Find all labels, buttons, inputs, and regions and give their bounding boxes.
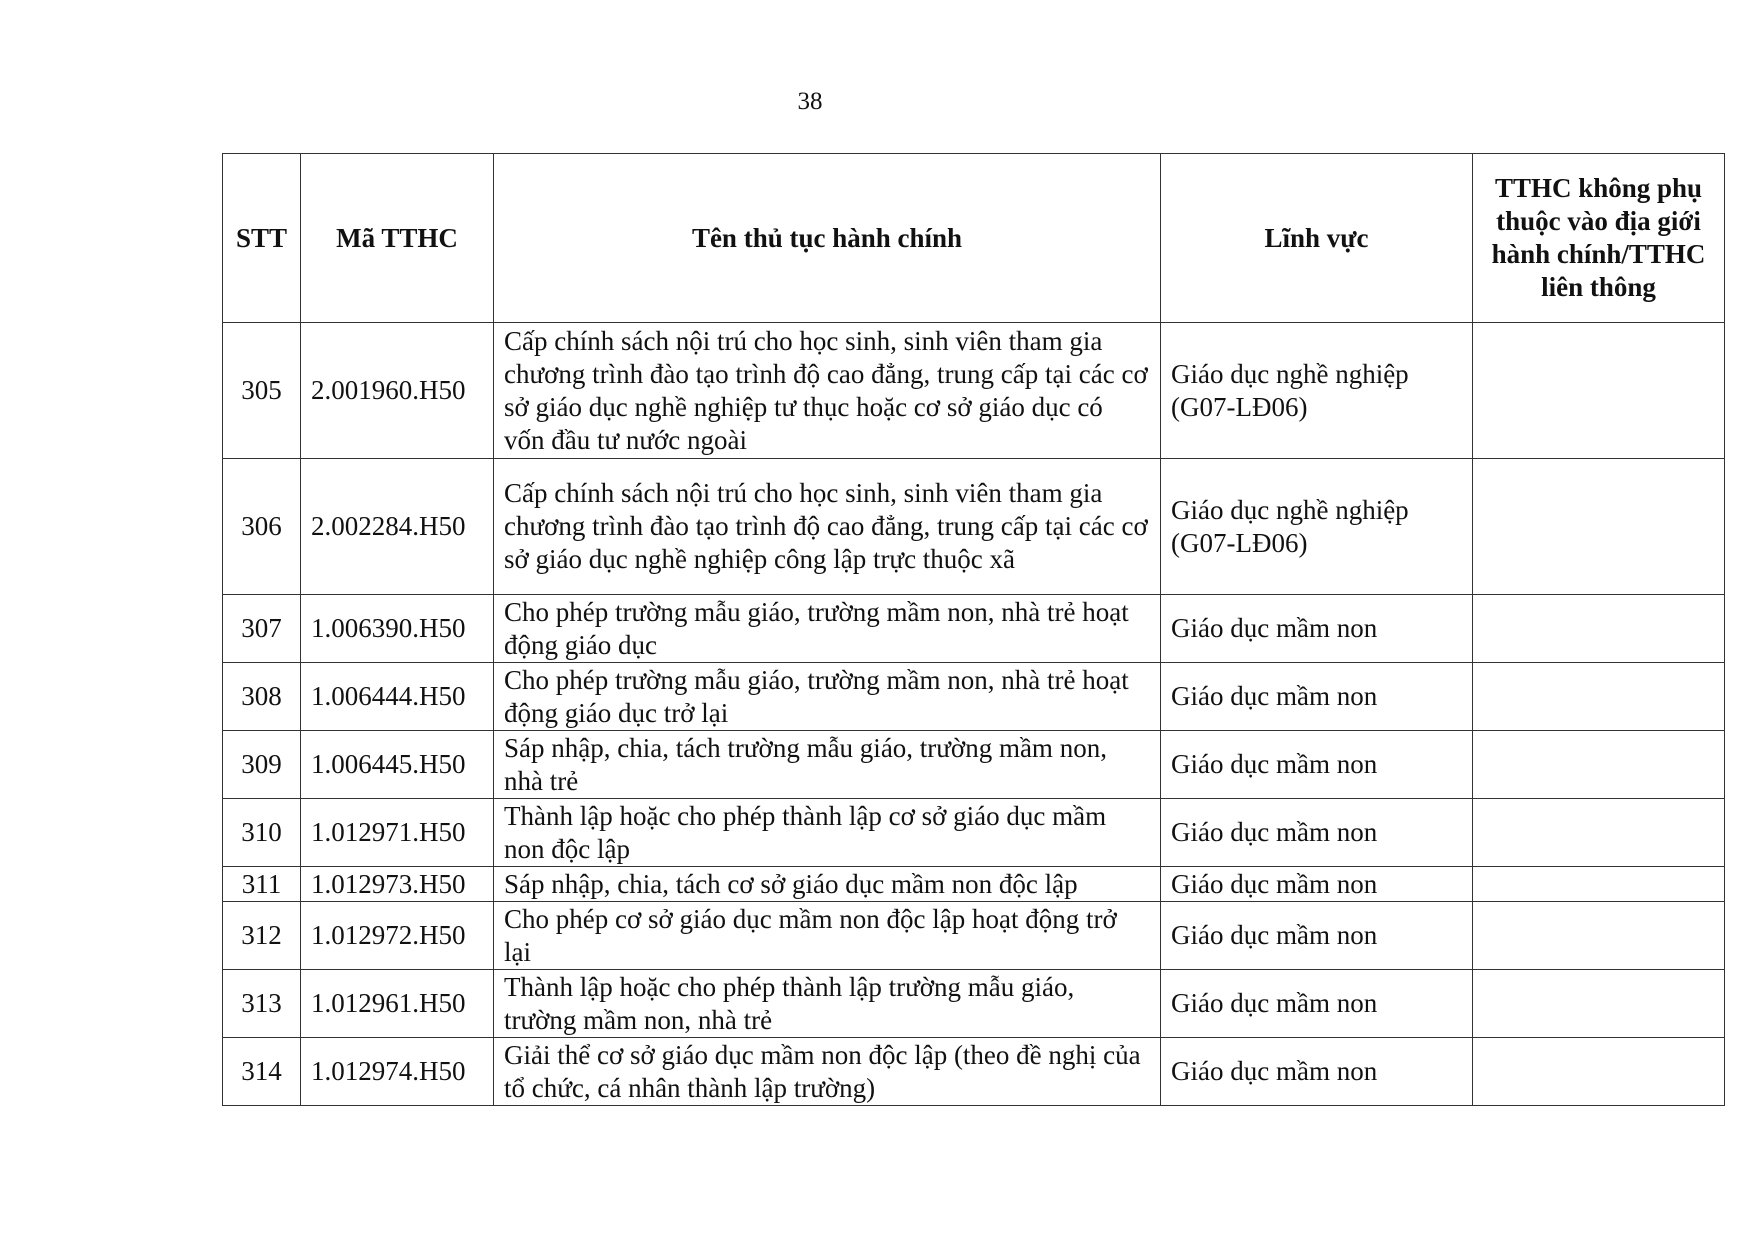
table-row — [223, 323, 1725, 459]
cell-field: Giáo dục mầm non — [1161, 902, 1473, 970]
cell-field: Giáo dục nghề nghiệp (G07-LĐ06) — [1161, 459, 1473, 595]
table-row — [223, 902, 1725, 970]
table-row — [223, 867, 1725, 902]
cell-note — [1473, 902, 1725, 970]
cell-note — [1473, 867, 1725, 902]
cell-code: 1.006444.H50 — [301, 663, 494, 731]
cell-field: Giáo dục mầm non — [1161, 595, 1473, 663]
cell-field: Giáo dục nghề nghiệp (G07-LĐ06) — [1161, 323, 1473, 459]
cell-code: 1.012973.H50 — [301, 867, 494, 902]
table-row — [223, 970, 1725, 1038]
cell-name: Thành lập hoặc cho phép thành lập cơ sở giáo dục mầm non độc lập — [494, 799, 1161, 867]
procedures-table — [222, 153, 1725, 1106]
cell-field: Giáo dục mầm non — [1161, 970, 1473, 1038]
cell-field: Giáo dục mầm non — [1161, 1038, 1473, 1106]
header-field: Lĩnh vực — [1161, 154, 1473, 323]
header-stt: STT — [223, 154, 301, 323]
cell-code: 2.001960.H50 — [301, 323, 494, 459]
cell-field: Giáo dục mầm non — [1161, 731, 1473, 799]
cell-name: Sáp nhập, chia, tách cơ sở giáo dục mầm non độc lập — [494, 867, 1161, 902]
cell-name: Cấp chính sách nội trú cho học sinh, sinh viên tham gia chương trình đào tạo trình độ cao đẳng, trung cấp tại các cơ sở giáo dục nghề nghiệp công lập trực thuộc xã — [494, 459, 1161, 595]
cell-note — [1473, 595, 1725, 663]
cell-stt: 309 — [223, 731, 301, 799]
cell-stt: 311 — [223, 867, 301, 902]
table-row — [223, 663, 1725, 731]
table-row — [223, 595, 1725, 663]
cell-name: Cho phép trường mẫu giáo, trường mầm non, nhà trẻ hoạt động giáo dục trở lại — [494, 663, 1161, 731]
cell-name: Cho phép cơ sở giáo dục mầm non độc lập hoạt động trở lại — [494, 902, 1161, 970]
cell-note — [1473, 731, 1725, 799]
cell-code: 1.012971.H50 — [301, 799, 494, 867]
cell-code: 2.002284.H50 — [301, 459, 494, 595]
table-row — [223, 1038, 1725, 1106]
cell-note — [1473, 970, 1725, 1038]
header-name: Tên thủ tục hành chính — [494, 154, 1161, 323]
table-header-row — [223, 154, 1725, 323]
cell-name: Giải thể cơ sở giáo dục mầm non độc lập (theo đề nghị của tổ chức, cá nhân thành lập trường) — [494, 1038, 1161, 1106]
cell-field: Giáo dục mầm non — [1161, 799, 1473, 867]
cell-name: Cấp chính sách nội trú cho học sinh, sinh viên tham gia chương trình đào tạo trình độ cao đẳng, trung cấp tại các cơ sở giáo dục nghề nghiệp tư thục hoặc cơ sở giáo dục có vốn đầu tư nước ngoài — [494, 323, 1161, 459]
cell-note — [1473, 663, 1725, 731]
cell-stt: 310 — [223, 799, 301, 867]
cell-code: 1.006390.H50 — [301, 595, 494, 663]
header-note: TTHC không phụ thuộc vào địa giới hành chính/TTHC liên thông — [1473, 154, 1725, 323]
cell-stt: 314 — [223, 1038, 301, 1106]
page-number: 38 — [797, 88, 823, 115]
cell-name: Cho phép trường mẫu giáo, trường mầm non, nhà trẻ hoạt động giáo dục — [494, 595, 1161, 663]
cell-stt: 305 — [223, 323, 301, 459]
cell-stt: 312 — [223, 902, 301, 970]
table-row — [223, 799, 1725, 867]
cell-note — [1473, 1038, 1725, 1106]
cell-note — [1473, 459, 1725, 595]
header-code: Mã TTHC — [301, 154, 494, 323]
cell-note — [1473, 323, 1725, 459]
cell-code: 1.012974.H50 — [301, 1038, 494, 1106]
cell-name: Sáp nhập, chia, tách trường mẫu giáo, trường mầm non, nhà trẻ — [494, 731, 1161, 799]
cell-field: Giáo dục mầm non — [1161, 867, 1473, 902]
cell-code: 1.006445.H50 — [301, 731, 494, 799]
cell-code: 1.012961.H50 — [301, 970, 494, 1038]
cell-field: Giáo dục mầm non — [1161, 663, 1473, 731]
cell-stt: 306 — [223, 459, 301, 595]
table-row — [223, 459, 1725, 595]
cell-stt: 307 — [223, 595, 301, 663]
cell-stt: 313 — [223, 970, 301, 1038]
table-row — [223, 731, 1725, 799]
cell-name: Thành lập hoặc cho phép thành lập trường mẫu giáo, trường mầm non, nhà trẻ — [494, 970, 1161, 1038]
cell-note — [1473, 799, 1725, 867]
cell-stt: 308 — [223, 663, 301, 731]
cell-code: 1.012972.H50 — [301, 902, 494, 970]
